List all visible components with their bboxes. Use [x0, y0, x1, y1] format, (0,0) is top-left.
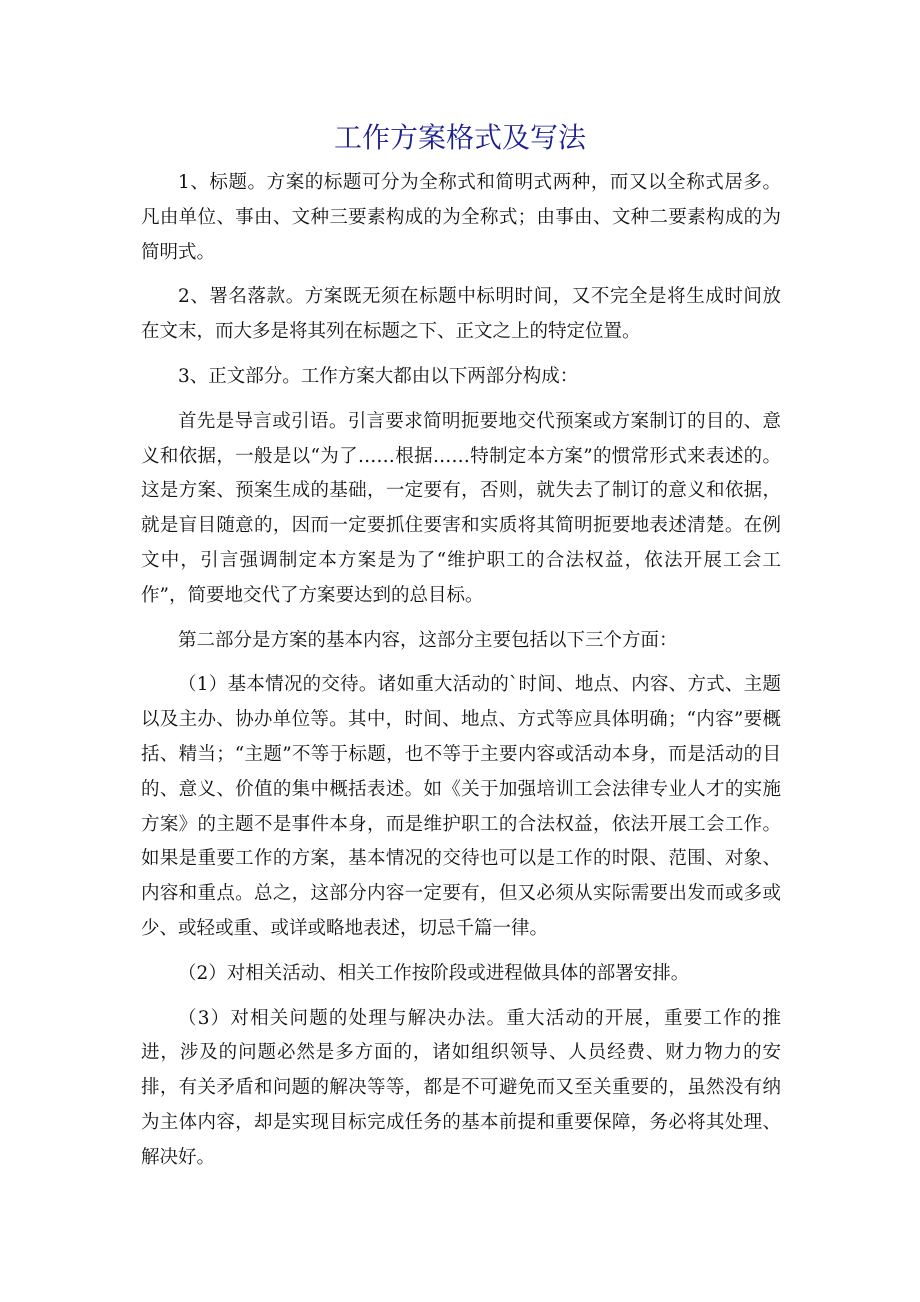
paragraph-part-two: 第二部分是方案的基本内容，这部分主要包括以下三个方面： [178, 629, 678, 651]
paragraph-item-2: （2）对相关活动、相关工作按阶段或进程做具体的部署安排。 [178, 962, 690, 984]
paragraph-main-text: 3、正文部分。工作方案大都由以下两部分构成： [178, 365, 579, 387]
document-title: 工作方案格式及写法 [333, 121, 586, 154]
document-body [141, 166, 781, 1186]
paragraph-title-format: 1、标题。方案的标题可分为全称式和简明式两种，而又以全称式居多。凡由单位、事由、文种三要素构成的为全称式；由事由、文种二要素构成的为简明式。 [141, 172, 781, 263]
paragraph-signature: 2、署名落款。方案既无须在标题中标明时间，又不完全是将生成时间放在文末，而大多是将其列在标题之下、正文之上的特定位置。 [141, 286, 781, 343]
paragraph-item-3: （3）对相关问题的处理与解决办法。重大活动的开展，重要工作的推进，涉及的问题必然是多方面的，诸如组织领导、人员经费、财力物力的安排，有关矛盾和问题的解决等等，都是不可避免而又至关重要的，虽然没有纳为主体内容，却是实现目标完成任务的基本前提和重要保障，务必将其处理、解决好。 [141, 1007, 781, 1168]
paragraph-item-1: （1）基本情况的交待。诸如重大活动的`时间、地点、内容、方式、主题以及主办、协办单位等。其中，时间、地点、方式等应具体明确；“内容”要概括、精当；“主题”不等于标题，也不等于主要内容或活动本身，而是活动的目的、意义、价值的集中概括表述。如《关于加强培训工会法律专业人才的实施方案》的主题不是事件本身，而是维护职工的合法权益，依法开展工会工作。如果是重要工作的方案，基本情况的交待也可以是工作的时限、范围、对象、内容和重点。总之，这部分内容一定要有，但又必须从实际需要出发而或多或少、或轻或重、或详或略地表述，切忌千篇一律。 [141, 674, 781, 939]
paragraph-introduction: 首先是导言或引语。引言要求简明扼要地交代预案或方案制订的目的、意义和依据，一般是以“为了……根据……特制定本方案”的惯常形式来表述的。这是方案、预案生成的基础，一定要有，否则，就失去了制订的意义和依据，就是盲目随意的，因而一定要抓住要害和实质将其简明扼要地表述清楚。在例文中，引言强调制定本方案是为了“维护职工的合法权益，依法开展工会工作”，简要地交代了方案要达到的总目标。 [141, 410, 781, 606]
